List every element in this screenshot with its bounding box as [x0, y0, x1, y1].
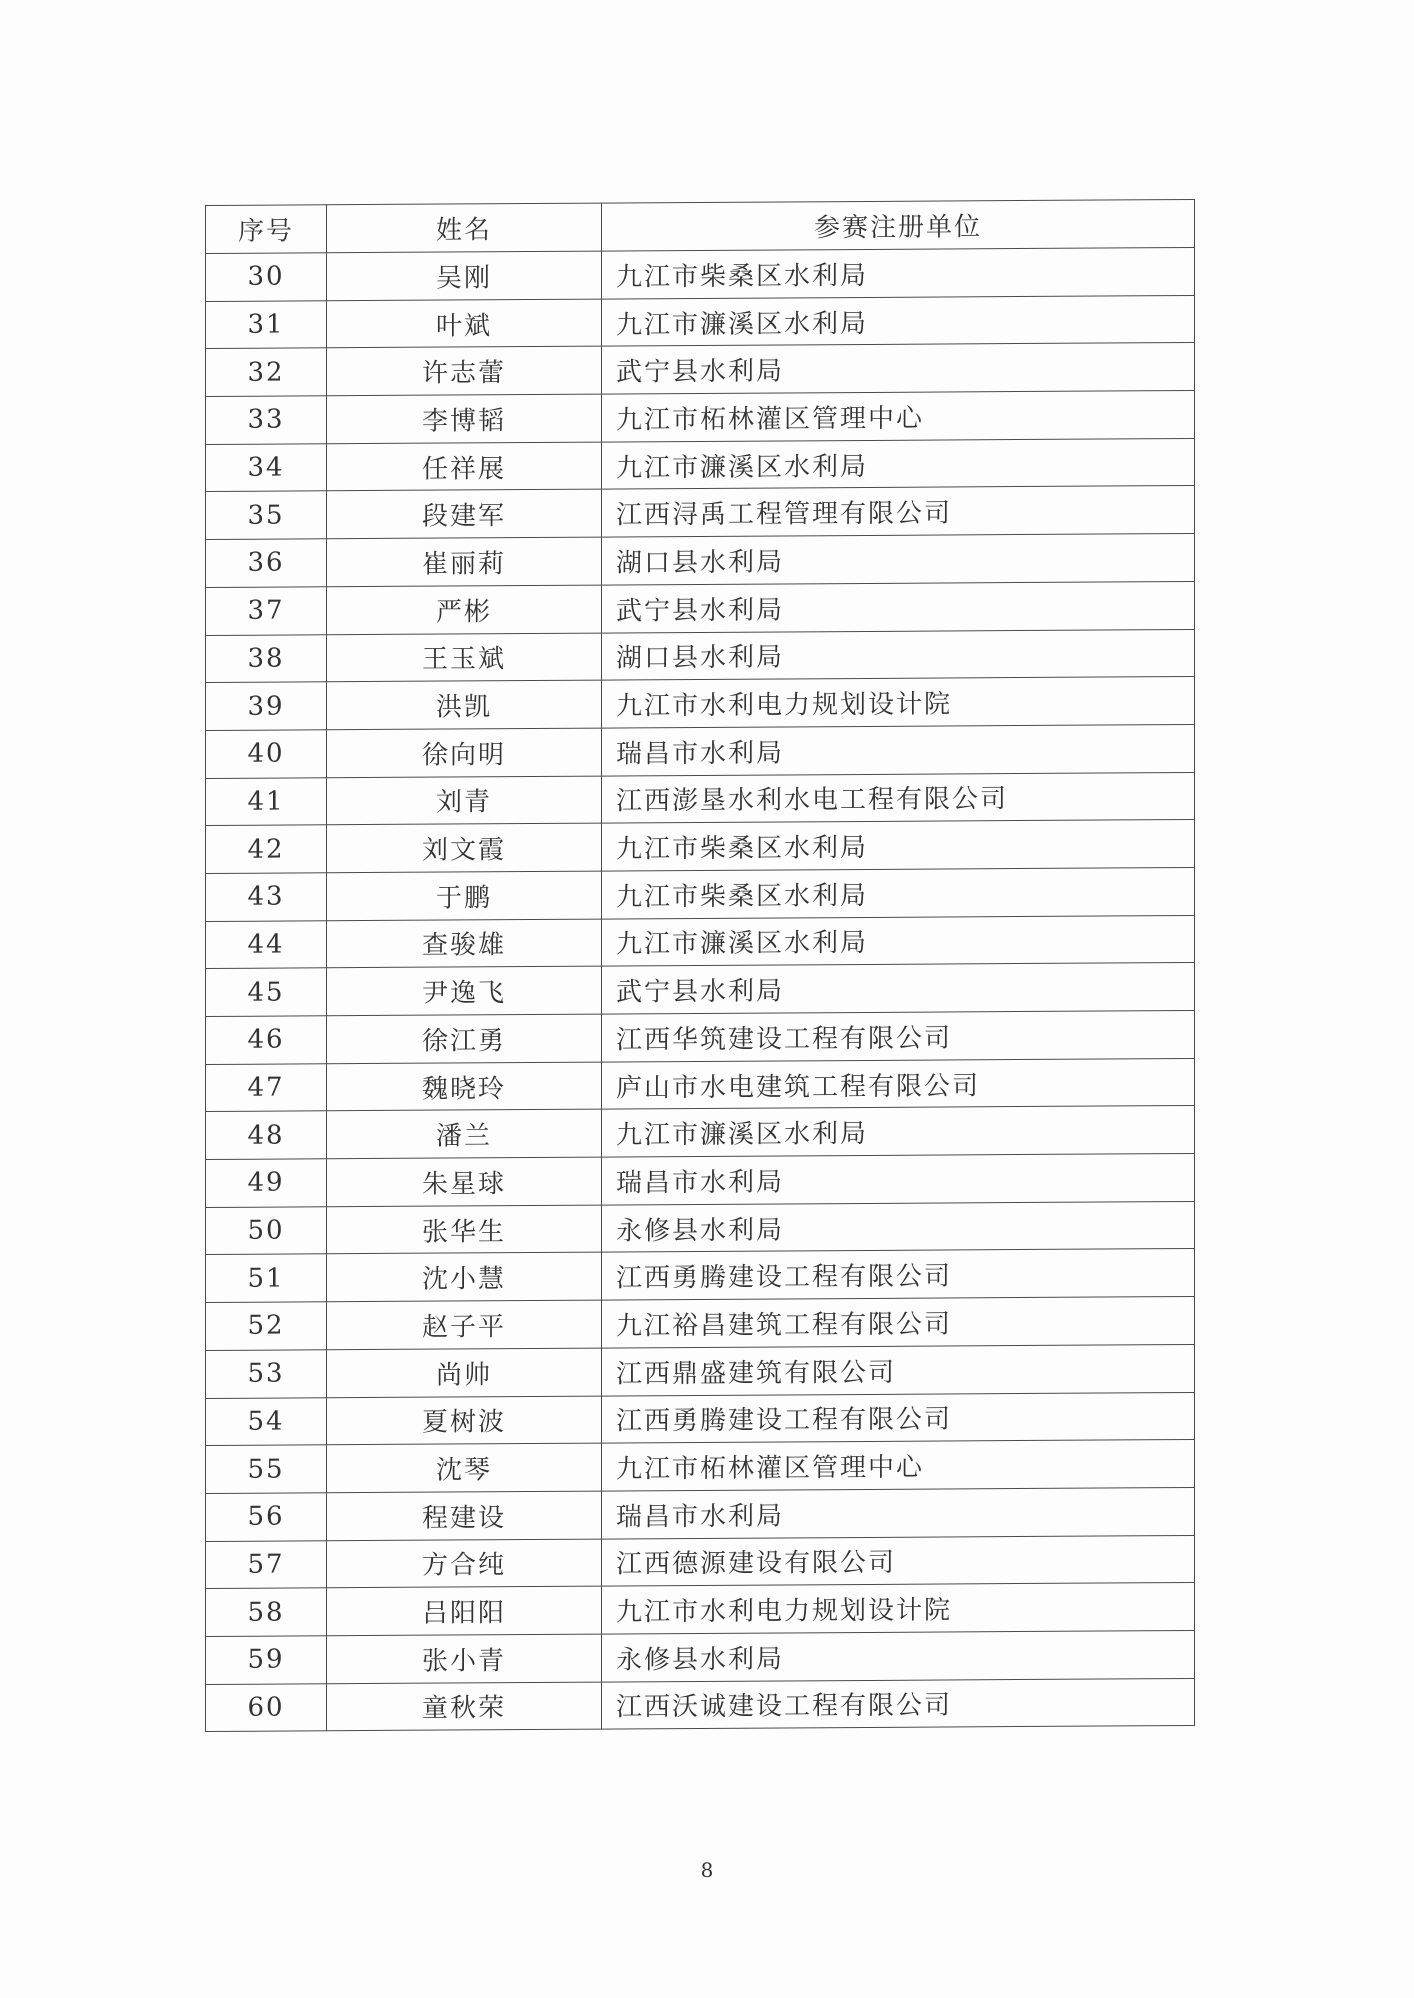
cell-name: 方合纯 [327, 1539, 602, 1588]
cell-registered-unit: 庐山市水电建筑工程有限公司 [602, 1058, 1195, 1109]
cell-name: 于鹏 [327, 871, 602, 920]
cell-serial-number: 54 [206, 1397, 327, 1445]
page-number: 8 [700, 1858, 714, 1882]
cell-serial-number: 55 [206, 1445, 327, 1493]
cell-serial-number: 45 [206, 968, 327, 1016]
cell-registered-unit: 武宁县水利局 [602, 343, 1195, 394]
cell-name: 严彬 [327, 585, 602, 634]
cell-serial-number: 57 [206, 1540, 327, 1588]
table-row [206, 1392, 1195, 1446]
cell-name: 刘文霞 [327, 823, 602, 872]
cell-name: 许志蕾 [327, 346, 602, 395]
cell-registered-unit: 九江市柴桑区水利局 [602, 867, 1195, 918]
cell-registered-unit: 九江裕昌建筑工程有限公司 [602, 1297, 1195, 1348]
table-row [206, 1535, 1195, 1589]
table-row [206, 867, 1195, 921]
cell-serial-number: 30 [206, 253, 327, 301]
cell-registered-unit: 九江市柴桑区水利局 [602, 247, 1195, 298]
cell-name: 徐江勇 [327, 1014, 602, 1063]
cell-serial-number: 35 [206, 491, 327, 539]
cell-name: 尚帅 [327, 1348, 602, 1397]
table-row [206, 915, 1195, 969]
cell-registered-unit: 九江市柘林灌区管理中心 [602, 391, 1195, 442]
cell-registered-unit: 湖口县水利局 [602, 534, 1195, 585]
cell-registered-unit: 瑞昌市水利局 [602, 1154, 1195, 1205]
table-row [206, 343, 1195, 397]
cell-name: 洪凯 [327, 680, 602, 729]
cell-registered-unit: 江西德源建设有限公司 [602, 1535, 1195, 1586]
cell-serial-number: 60 [206, 1683, 327, 1731]
cell-serial-number: 43 [206, 873, 327, 921]
cell-serial-number: 59 [206, 1636, 327, 1684]
header-serial-number: 序号 [206, 205, 327, 254]
cell-serial-number: 48 [206, 1111, 327, 1159]
cell-registered-unit: 九江市水利电力规划设计院 [602, 677, 1195, 728]
cell-registered-unit: 九江市柘林灌区管理中心 [602, 1440, 1195, 1491]
cell-registered-unit: 九江市柴桑区水利局 [602, 820, 1195, 871]
cell-registered-unit: 瑞昌市水利局 [602, 1487, 1195, 1538]
cell-name: 叶斌 [327, 299, 602, 348]
cell-registered-unit: 九江市濂溪区水利局 [602, 438, 1195, 489]
table-row [206, 1583, 1195, 1637]
cell-serial-number: 39 [206, 682, 327, 730]
cell-name: 吕阳阳 [327, 1586, 602, 1635]
cell-registered-unit: 江西澎垦水利水电工程有限公司 [602, 772, 1195, 823]
table-row [206, 1106, 1195, 1160]
cell-registered-unit: 九江市濂溪区水利局 [602, 915, 1195, 966]
table-row [206, 1344, 1195, 1398]
table-row [206, 581, 1195, 635]
table-row [206, 1678, 1195, 1732]
cell-name: 徐向明 [327, 728, 602, 777]
cell-serial-number: 51 [206, 1254, 327, 1302]
header-name: 姓名 [327, 203, 602, 253]
cell-serial-number: 33 [206, 396, 327, 444]
cell-name: 赵子平 [327, 1300, 602, 1349]
cell-serial-number: 50 [206, 1207, 327, 1255]
table-row [206, 295, 1195, 349]
cell-serial-number: 32 [206, 348, 327, 396]
table-row [206, 391, 1195, 445]
header-registered-unit: 参赛注册单位 [602, 199, 1195, 251]
cell-serial-number: 38 [206, 634, 327, 682]
cell-name: 夏树波 [327, 1396, 602, 1445]
table-header-row [206, 199, 1195, 253]
cell-name: 程建设 [327, 1491, 602, 1540]
cell-name: 张华生 [327, 1205, 602, 1254]
cell-serial-number: 44 [206, 920, 327, 968]
cell-name: 朱星球 [327, 1157, 602, 1206]
table-row [206, 820, 1195, 874]
cell-name: 潘兰 [327, 1109, 602, 1158]
cell-serial-number: 40 [206, 730, 327, 778]
cell-serial-number: 36 [206, 539, 327, 587]
cell-name: 李博韬 [327, 394, 602, 443]
cell-serial-number: 53 [206, 1350, 327, 1398]
cell-registered-unit: 瑞昌市水利局 [602, 724, 1195, 775]
cell-registered-unit: 江西沃诚建设工程有限公司 [602, 1678, 1195, 1729]
table-row [206, 1201, 1195, 1255]
cell-registered-unit: 武宁县水利局 [602, 581, 1195, 632]
cell-serial-number: 56 [206, 1493, 327, 1541]
cell-registered-unit: 江西勇腾建设工程有限公司 [602, 1392, 1195, 1443]
table-row [206, 1440, 1195, 1494]
cell-registered-unit: 江西鼎盛建筑有限公司 [602, 1344, 1195, 1395]
table-row [206, 1010, 1195, 1064]
table-row [206, 1487, 1195, 1541]
table-row [206, 1630, 1195, 1684]
cell-serial-number: 41 [206, 777, 327, 825]
cell-serial-number: 31 [206, 300, 327, 348]
cell-name: 任祥展 [327, 442, 602, 491]
cell-serial-number: 52 [206, 1302, 327, 1350]
cell-name: 段建军 [327, 490, 602, 539]
cell-registered-unit: 永修县水利局 [602, 1201, 1195, 1252]
cell-name: 王玉斌 [327, 633, 602, 682]
participant-table [205, 199, 1195, 1732]
cell-name: 尹逸飞 [327, 966, 602, 1015]
table-row [206, 1297, 1195, 1351]
cell-name: 刘青 [327, 776, 602, 825]
table-row [206, 247, 1195, 301]
cell-name: 吴刚 [327, 251, 602, 300]
table-row [206, 486, 1195, 540]
cell-serial-number: 42 [206, 825, 327, 873]
table-row [206, 1154, 1195, 1208]
cell-registered-unit: 九江市濂溪区水利局 [602, 1106, 1195, 1157]
cell-registered-unit: 九江市水利电力规划设计院 [602, 1583, 1195, 1634]
cell-serial-number: 46 [206, 1016, 327, 1064]
cell-name: 沈小慧 [327, 1253, 602, 1302]
cell-name: 张小青 [327, 1634, 602, 1683]
cell-registered-unit: 九江市濂溪区水利局 [602, 295, 1195, 346]
cell-registered-unit: 江西勇腾建设工程有限公司 [602, 1249, 1195, 1300]
cell-registered-unit: 江西华筑建设工程有限公司 [602, 1010, 1195, 1061]
table-row [206, 772, 1195, 826]
cell-registered-unit: 永修县水利局 [602, 1630, 1195, 1681]
cell-serial-number: 34 [206, 444, 327, 492]
cell-serial-number: 47 [206, 1063, 327, 1111]
table-row [206, 677, 1195, 731]
table-row [206, 629, 1195, 683]
cell-serial-number: 49 [206, 1159, 327, 1207]
table-row [206, 438, 1195, 492]
table-body [206, 247, 1195, 1731]
cell-name: 崔丽莉 [327, 537, 602, 586]
table-row [206, 963, 1195, 1017]
cell-serial-number: 58 [206, 1588, 327, 1636]
cell-name: 沈琴 [327, 1443, 602, 1492]
table-row [206, 1058, 1195, 1112]
cell-registered-unit: 武宁县水利局 [602, 963, 1195, 1014]
table-row [206, 534, 1195, 588]
table-row [206, 724, 1195, 778]
cell-name: 查骏雄 [327, 919, 602, 968]
table-row [206, 1249, 1195, 1303]
cell-name: 童秋荣 [327, 1682, 602, 1731]
cell-name: 魏晓玲 [327, 1062, 602, 1111]
cell-serial-number: 37 [206, 587, 327, 635]
cell-registered-unit: 江西浔禹工程管理有限公司 [602, 486, 1195, 537]
cell-registered-unit: 湖口县水利局 [602, 629, 1195, 680]
